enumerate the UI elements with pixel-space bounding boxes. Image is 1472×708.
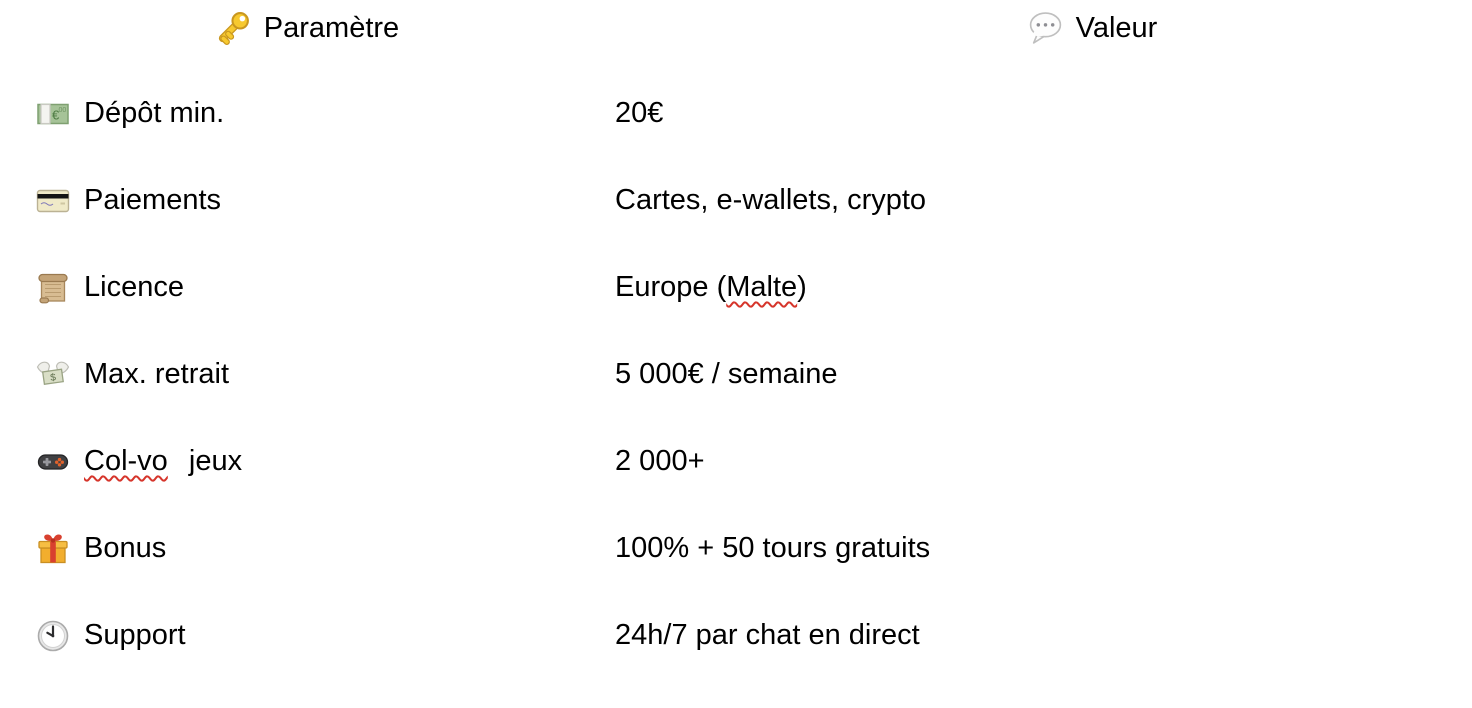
header-parametre — [0, 10, 614, 47]
misspelled-word: Col-vo — [84, 445, 168, 477]
table-row — [0, 244, 1472, 331]
scroll-icon — [35, 270, 71, 306]
credit-card-icon — [35, 183, 71, 219]
text-segment: Support — [84, 619, 186, 651]
text-segment: Licence — [84, 271, 184, 303]
gift-icon — [35, 531, 71, 567]
value-cell — [614, 532, 1472, 565]
text-segment: Cartes, e-wallets, crypto — [615, 184, 927, 216]
text-segment: Bonus — [84, 532, 167, 564]
table-row — [0, 70, 1472, 157]
key-icon — [215, 10, 252, 47]
text-segment: 24h/7 par chat en direct — [615, 619, 920, 651]
header-parametre-label: Paramètre — [263, 11, 400, 44]
text-segment: 20€ — [615, 97, 664, 129]
table-row — [0, 331, 1472, 418]
table-header-row — [0, 0, 1472, 56]
table-row — [0, 505, 1472, 592]
value-cell — [614, 184, 1472, 217]
money-with-wings-icon — [35, 357, 71, 393]
table-row — [0, 592, 1472, 679]
param-cell — [0, 531, 614, 567]
table-row — [0, 418, 1472, 505]
value-cell — [614, 445, 1472, 478]
misspelled-word: Malte — [726, 271, 798, 303]
text-segment: ) — [797, 271, 807, 303]
value-cell — [614, 271, 1472, 304]
value-cell — [614, 619, 1472, 652]
table-body — [0, 70, 1472, 679]
text-segment: 2 000+ — [615, 445, 705, 477]
param-cell — [0, 357, 614, 393]
param-cell — [0, 618, 614, 654]
euro-banknote-icon — [35, 96, 71, 132]
text-segment: Dépôt min. — [84, 97, 225, 129]
param-cell — [0, 96, 614, 132]
param-cell — [0, 270, 614, 306]
clock-icon — [35, 618, 71, 654]
game-controller-icon — [35, 444, 71, 480]
text-segment: Paiements — [84, 184, 222, 216]
speech-balloon-icon — [1027, 10, 1064, 47]
text-segment: Europe ( — [615, 271, 727, 303]
value-cell — [614, 97, 1472, 130]
param-cell — [0, 183, 614, 219]
param-cell — [0, 444, 614, 480]
text-segment: 100% + 50 tours gratuits — [615, 532, 931, 564]
header-valeur-label: Valeur — [1075, 11, 1158, 44]
value-cell — [614, 358, 1472, 391]
header-valeur — [614, 10, 1472, 47]
text-segment: jeux — [180, 445, 243, 477]
table-row — [0, 157, 1472, 244]
text-segment: Max. retrait — [84, 358, 230, 390]
text-segment: 5 000€ / semaine — [615, 358, 838, 390]
